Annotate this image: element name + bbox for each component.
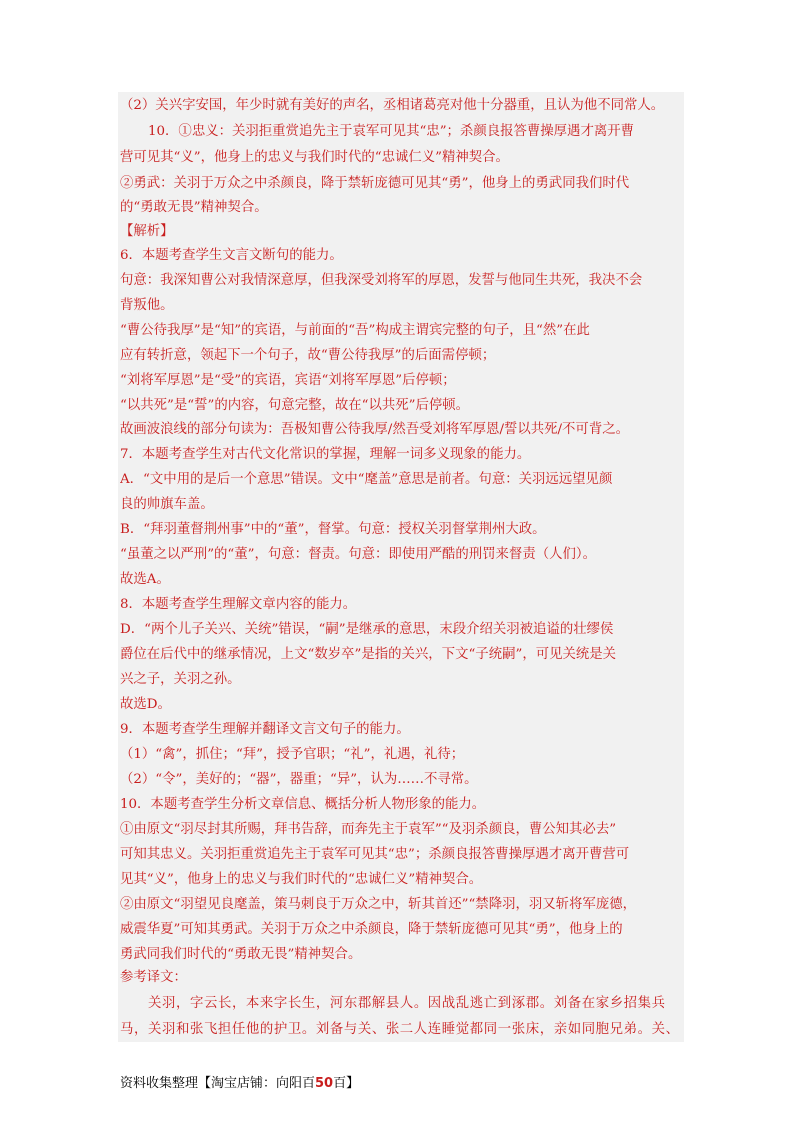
text-line: ①由原文“羽尽封其所赐，拜书告辞，而奔先主于袁军”“及羽杀颜良，曹公知其必去” (120, 822, 617, 837)
section-heading: 【解析】 (120, 224, 174, 239)
text-line: 兴之子，关羽之孙。 (120, 672, 241, 687)
text-line: （1）“禽”，抓住；“拜”，授予官职；“礼”，礼遇，礼待； (120, 747, 465, 762)
text-line: 背叛他。 (120, 298, 174, 313)
footer-page-number: 50 (315, 1076, 334, 1091)
text-line: 故选D。 (120, 697, 171, 712)
text-line: 7．本题考查学生对古代文化常识的掌握，理解一词多义现象的能力。 (120, 447, 531, 462)
text-line: （2）“令”，美好的；“器”，器重；“异”，认为……不寻常。 (120, 772, 478, 787)
text-line: ②由原文“羽望见良麾盖，策马刺良于万众之中，斩其首还”“禁降羽，羽又斩将军庞德， (120, 897, 636, 912)
footer-prefix: 资料收集整理【淘宝店铺：向阳百 (120, 1076, 316, 1091)
text-line: “虽董之以严刑”的“董”，句意：督责。句意：即使用严酷的刑罚来督责（人们）。 (120, 547, 596, 562)
text-line: 10．①忠义：关羽拒重赏追先主于袁军可见其“忠”；杀颜良报答曹操厚遇才离开曹 (148, 124, 635, 139)
text-line: 6．本题考查学生文言文断句的能力。 (120, 248, 343, 263)
text-line: A．“文中用的是后一个意思”错误。文中“麾盖”意思是前者。句意：关羽远远望见颜 (120, 472, 613, 487)
text-line: （2）关兴字安国，年少时就有美好的声名，丞相诸葛亮对他十分器重，且认为他不同常人。 (120, 98, 665, 113)
page-footer (120, 1072, 359, 1091)
text-line: 8．本题考查学生理解文章内容的能力。 (120, 597, 357, 612)
text-line: 应有转折意，领起下一个句子，故“曹公待我厚”的后面需停顿； (120, 348, 496, 363)
text-line: B．“拜羽董督荆州事”中的“董”，督掌。句意：授权关羽督掌荆州大政。 (120, 522, 546, 537)
text-line: 见其“义”，他身上的忠义与我们时代的“忠诚仁义”精神契合。 (120, 872, 483, 887)
text-line: 故选A。 (120, 572, 170, 587)
text-line: 9．本题考查学生理解并翻译文言文句子的能力。 (120, 722, 410, 737)
text-line: “刘将军厚恩”是“受”的宾语，宾语“刘将军厚恩”后停顿； (120, 373, 456, 388)
text-line: “曹公待我厚”是“知”的宾语，与前面的“吾”构成主谓宾完整的句子，且“然”在此 (120, 323, 590, 338)
text-line: 营可见其“义”，他身上的忠义与我们时代的“忠诚仁义”精神契合。 (120, 150, 509, 165)
text-line: 威震华夏”可知其勇武。关羽于万众之中杀颜良，降于禁斩庞德可见其“勇”，他身上的 (120, 922, 623, 937)
text-line: 良的帅旗车盖。 (120, 497, 214, 512)
text-line: 的“勇敢无畏”精神契合。 (120, 200, 268, 215)
text-line: 10．本题考查学生分析文章信息、概括分析人物形象的能力。 (120, 797, 486, 812)
text-line: 爵位在后代中的继承情况，上文“数岁卒”是指的关兴，下文“子统嗣”，可见关统是关 (120, 647, 617, 662)
text-line: 可知其忠义。关羽拒重赏追先主于袁军可见其“忠”；杀颜良报答曹操厚遇才离开曹营可 (120, 847, 630, 862)
section-heading: 参考译文： (120, 970, 187, 985)
text-line: ②勇武：关羽于万众之中杀颜良，降于禁斩庞德可见其“勇”，他身上的勇武同我们时代 (120, 176, 630, 191)
text-line: “以共死”是“誓”的内容，句意完整，故在“以共死”后停顿。 (120, 398, 470, 413)
text-line: 勇武同我们时代的“勇敢无畏”精神契合。 (120, 947, 362, 962)
text-line: D．“两个儿子关兴、关统”错误，“嗣”是继承的意思，末段介绍关羽被追谥的壮缪侯 (120, 622, 614, 637)
text-line: 故画波浪线的部分句读为：吾极知曹公待我厚/然吾受刘将军厚恩/誓以共死/不可背之。 (120, 422, 629, 437)
text-line: 句意：我深知曹公对我情深意厚，但我深受刘将军的厚恩，发誓与他同生共死，我决不会 (120, 273, 643, 288)
footer-suffix: 百】 (333, 1076, 360, 1091)
translation-line: 马，关羽和张飞担任他的护卫。刘备与关、张二人连睡觉都同一张床，亲如同胞兄弟。关、 (120, 1022, 680, 1037)
translation-line: 关羽，字云长，本来字长生，河东郡解县人。因战乱逃亡到涿郡。刘备在家乡招集兵 (148, 996, 666, 1011)
